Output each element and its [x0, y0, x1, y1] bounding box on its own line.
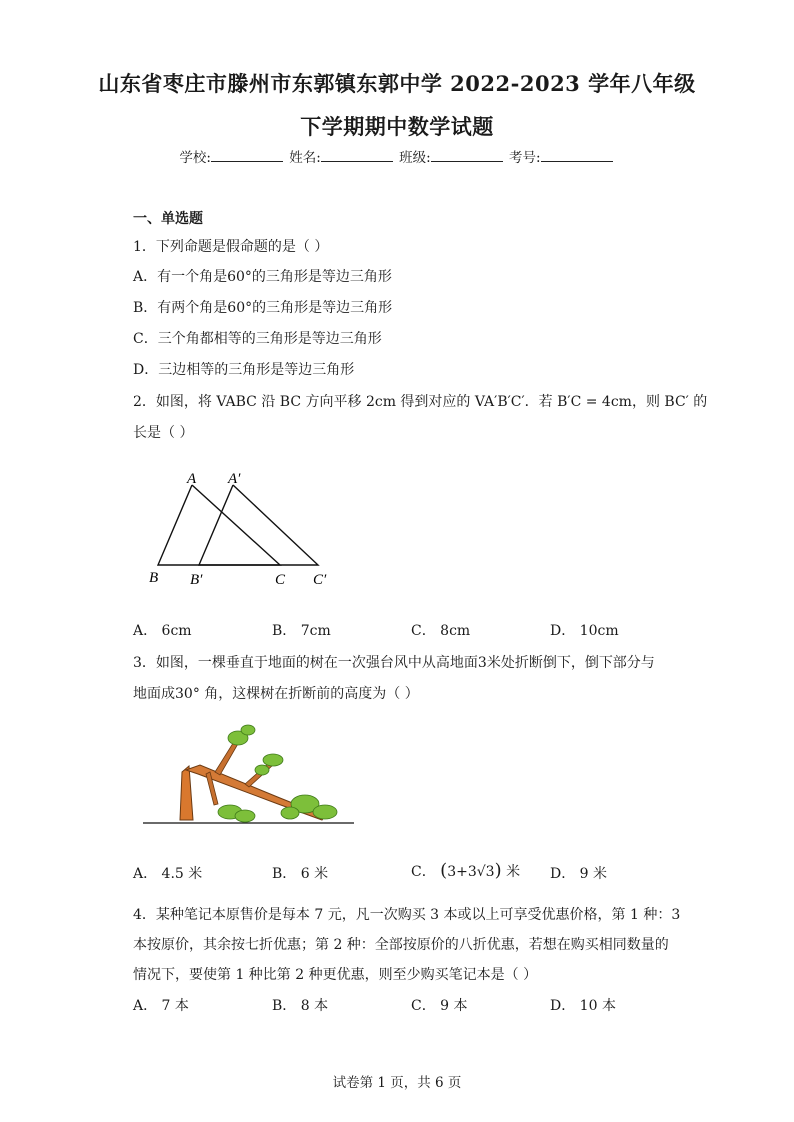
leaf-cluster-2 — [241, 725, 255, 735]
branch-1 — [215, 740, 239, 775]
leaf-cluster-8 — [313, 805, 337, 819]
q2-stem-line2: 长是（ ） — [133, 425, 194, 441]
leaf-cluster-3 — [263, 754, 283, 766]
label-a: A — [187, 471, 197, 487]
q4-stem-line2: 本按原价，其余按七折优惠；第 2 种：全部按原价的八折优惠，若想在购买相同数量的 — [133, 937, 669, 953]
leaf-cluster-6 — [235, 810, 255, 822]
q3-option-c — [411, 860, 520, 881]
q4-option-a: A． 7 本 — [133, 998, 189, 1014]
q3-stem-line1: 3．如图，一棵垂直于地面的树在一次强台风中从高地面3米处折断倒下，倒下部分与 — [133, 655, 655, 671]
q3-option-a: A． 4.5 米 — [133, 866, 203, 882]
class-label: 班级: — [399, 150, 431, 166]
label-b-prime: B′ — [190, 572, 203, 588]
tree-stump — [180, 766, 193, 820]
label-c: C — [275, 572, 286, 588]
q4-stem-line3: 情况下，要使第 1 种比第 2 种更优惠，则至少购买笔记本是（ ） — [133, 967, 538, 983]
q2-option-a: A． 6cm — [133, 623, 192, 639]
q2-option-c: C． 8cm — [411, 623, 471, 639]
q1-option-c: C．三个角都相等的三角形是等边三角形 — [133, 331, 382, 347]
q3-option-b: B． 6 米 — [272, 866, 329, 882]
q3-option-c-label: C． — [411, 864, 436, 880]
q3-option-c-unit: 米 — [506, 864, 521, 880]
label-c-prime: C′ — [313, 572, 327, 588]
triangle-a1b1c1 — [199, 485, 318, 565]
page-footer: 试卷第 1 页，共 6 页 — [332, 1075, 462, 1091]
number-blank — [541, 149, 613, 162]
q1-option-b: B．有两个角是60°的三角形是等边三角形 — [133, 300, 393, 316]
q3-stem-line2: 地面成30° 角，这棵树在折断前的高度为（ ） — [133, 686, 419, 702]
class-blank — [431, 149, 503, 162]
name-label: 姓名: — [289, 150, 321, 166]
school-label: 学校: — [179, 150, 211, 166]
q1-option-a: A．有一个角是60°的三角形是等边三角形 — [133, 269, 392, 285]
q3-option-d: D． 9 米 — [550, 866, 608, 882]
leaf-cluster-9 — [281, 807, 299, 819]
q4-option-d: D． 10 本 — [550, 998, 616, 1014]
q1-option-d: D．三边相等的三角形是等边三角形 — [133, 362, 355, 378]
label-b: B — [149, 570, 159, 586]
q4-stem-line1: 4．某种笔记本原售价是每本 7 元，凡一次购买 3 本或以上可享受优惠价格，第 1 种：3 — [133, 907, 681, 923]
student-info-row — [0, 146, 794, 166]
leaf-cluster-4 — [255, 765, 269, 775]
q3-broken-tree-figure — [140, 720, 360, 830]
number-label: 考号: — [509, 150, 541, 166]
q2-stem-line1: 2．如图，将 VABC 沿 BC 方向平移 2cm 得到对应的 VA′B′C′．若 B′C = 4cm，则 BC′ 的 — [133, 394, 708, 410]
name-blank — [321, 149, 393, 162]
label-a-prime: A′ — [228, 471, 241, 487]
q2-triangle-figure — [140, 462, 350, 592]
q4-option-b: B． 8 本 — [272, 998, 329, 1014]
q3-option-c-expression: (3+3√3) — [440, 860, 502, 881]
q2-option-b: B． 7cm — [272, 623, 331, 639]
triangle-abc — [158, 485, 280, 565]
q2-option-d: D． 10cm — [550, 623, 619, 639]
q4-option-c: C． 9 本 — [411, 998, 468, 1014]
exam-title-line2: 下学期期中数学试题 — [300, 114, 494, 139]
exam-title-line1: 山东省枣庄市滕州市东郭镇东郭中学 2022-2023 学年八年级 — [98, 71, 696, 96]
section-heading: 一、单选题 — [133, 211, 203, 227]
q1-stem: 1．下列命题是假命题的是（ ） — [133, 239, 329, 255]
school-blank — [211, 149, 283, 162]
